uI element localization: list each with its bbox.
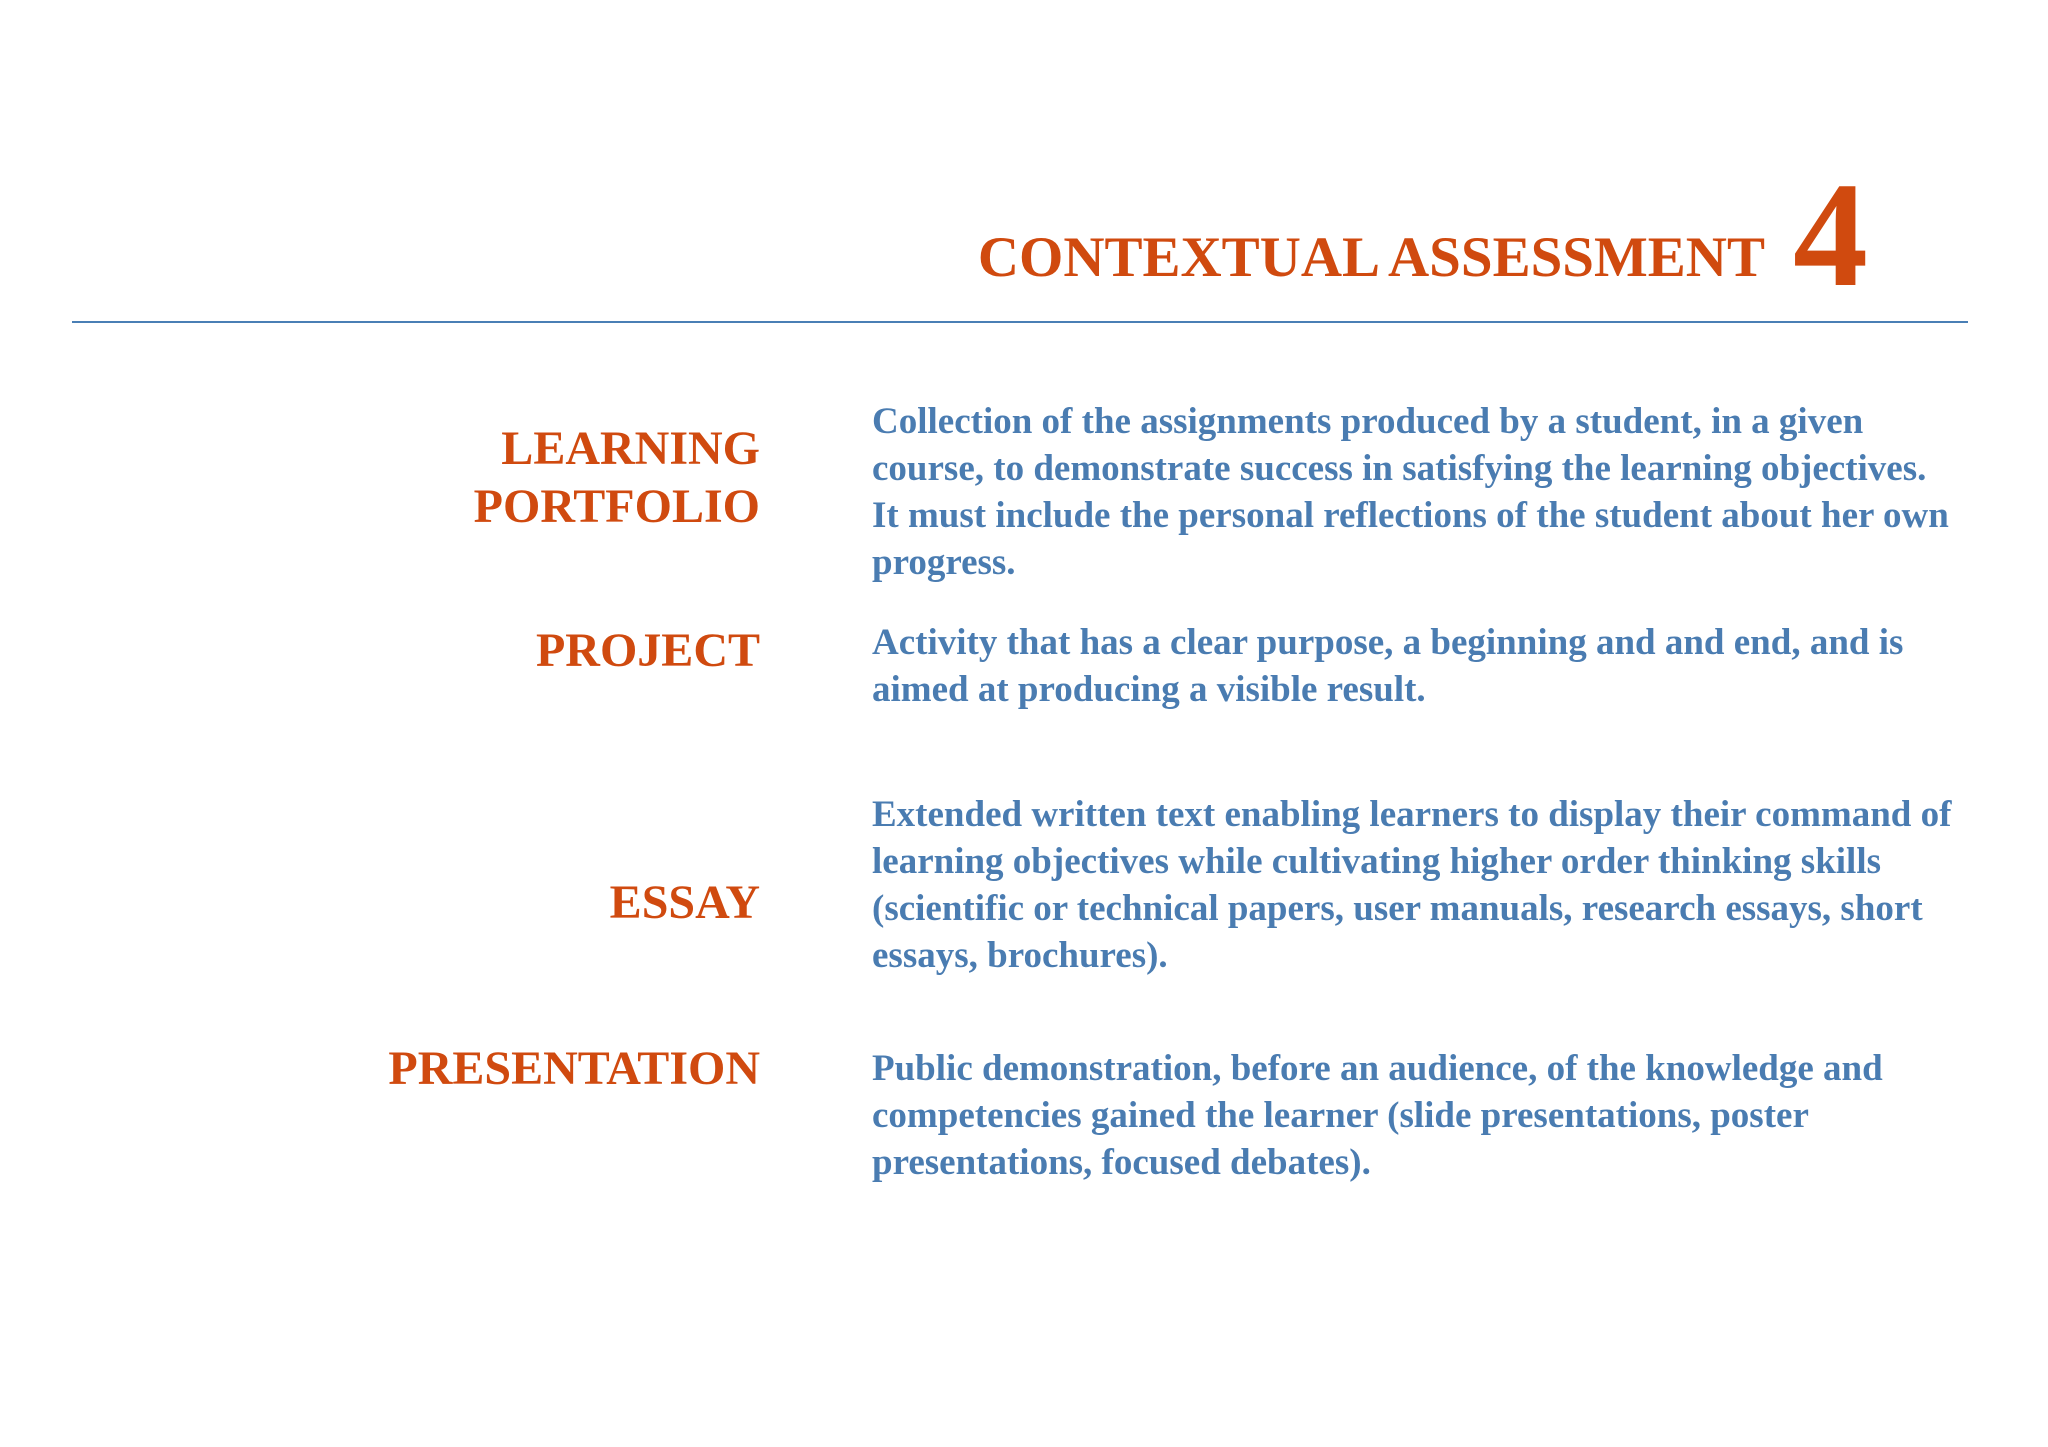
- section-title: CONTEXTUAL ASSESSMENT: [977, 226, 1765, 289]
- definition-learning-portfolio: Collection of the assignments produced by a student, in a given course, to demonstrate success in satisfying the learning objectives. It must include the personal reflections of the student about her own progress.: [872, 401, 1949, 583]
- section-header: [977, 152, 1868, 318]
- section-number: 4: [1793, 152, 1868, 318]
- definition-presentation: Public demonstration, before an audience, of the knowledge and competencies gained the learner (slide presentations, poster presentations, focused debates).: [872, 1048, 1883, 1183]
- term-learning-portfolio: [474, 420, 760, 536]
- term-line: PORTFOLIO: [473, 480, 760, 533]
- term-project: PROJECT: [535, 624, 760, 677]
- term-essay: ESSAY: [609, 876, 760, 929]
- definition-project: Activity that has a clear purpose, a beginning and and end, and is aimed at producing a visible result.: [872, 622, 1904, 710]
- header-divider: [72, 321, 1968, 323]
- term-presentation: PRESENTATION: [388, 1042, 760, 1095]
- term-line: LEARNING: [501, 422, 760, 475]
- definition-essay: Extended written text enabling learners to display their command of learning objectives while cultivating higher order thinking skills (scientific or technical papers, user manuals, research essays, short essays, brochures).: [872, 794, 1952, 976]
